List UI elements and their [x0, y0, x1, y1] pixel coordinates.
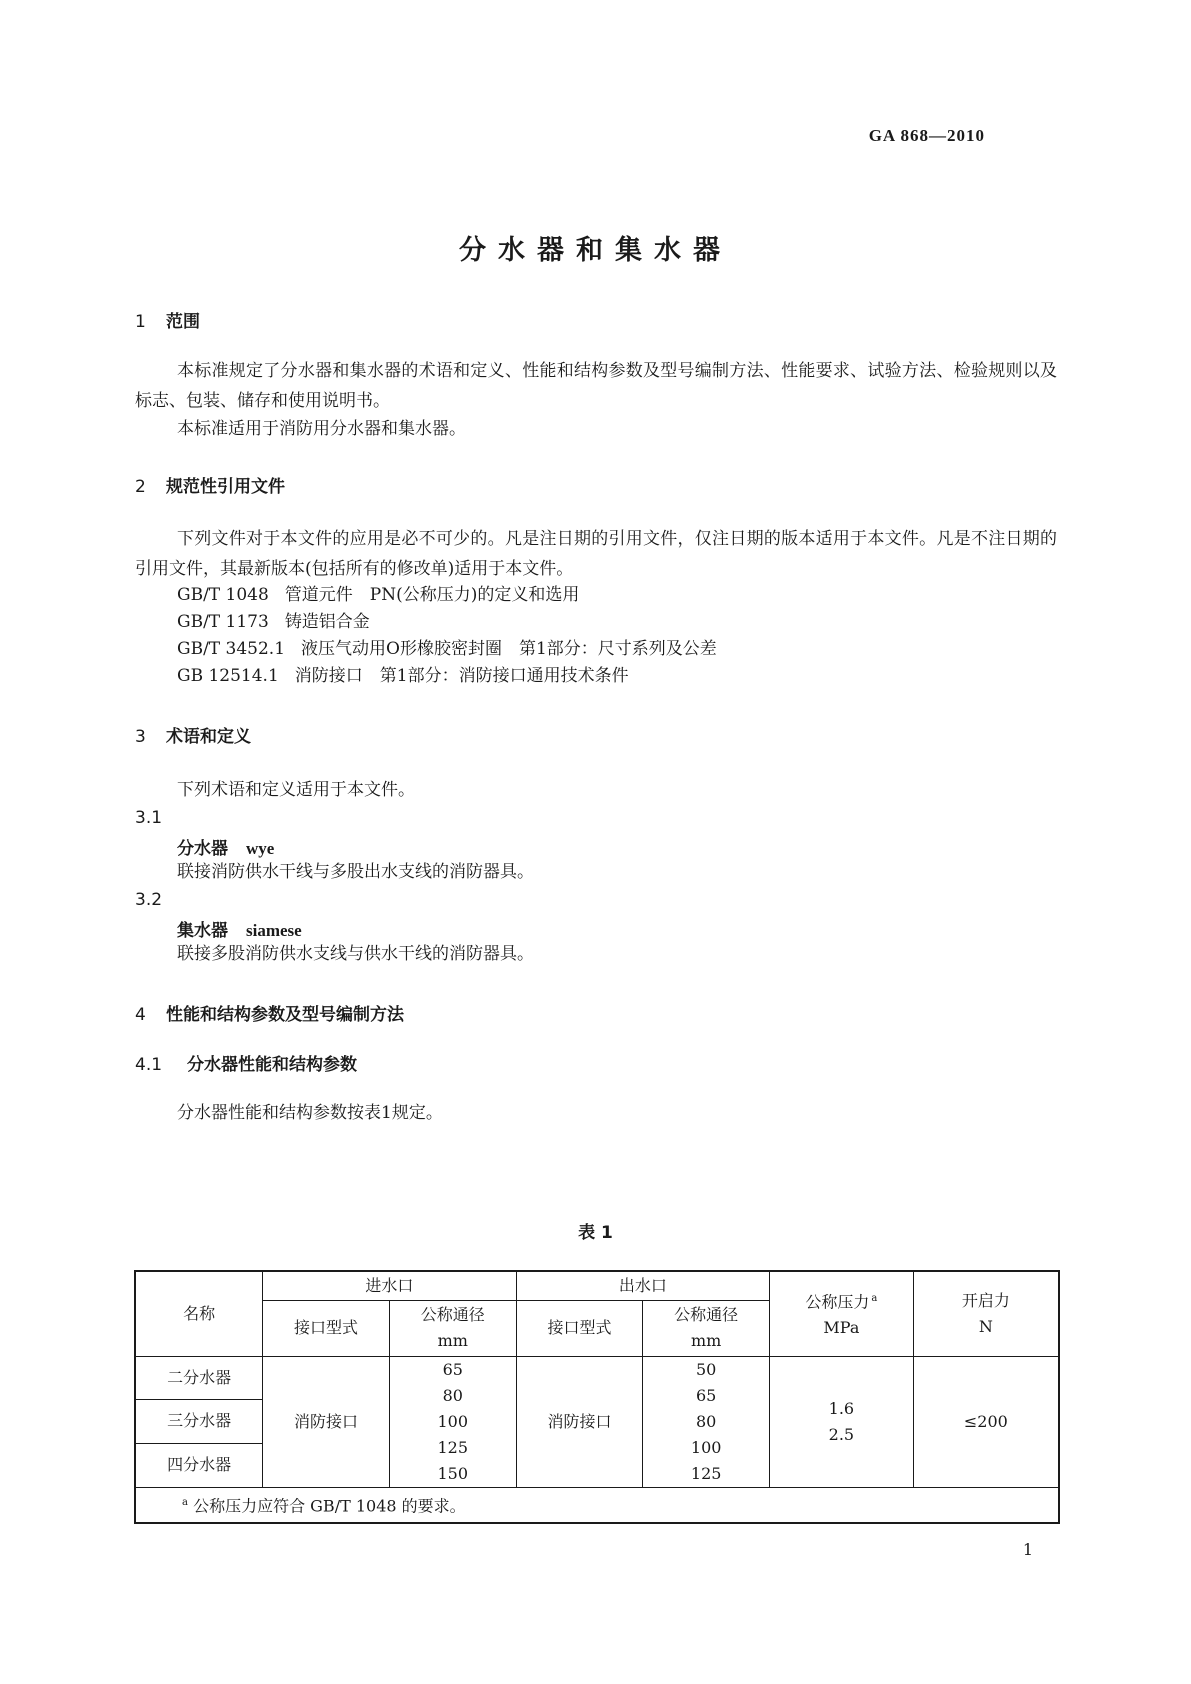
reference-item — [177, 634, 717, 664]
parameters-table — [134, 1270, 1060, 1524]
section-1-paragraph-1: 本标准规定了分水器和集水器的术语和定义、性能和结构参数及型号编制方法、性能要求、试验方法、检验规则以及标志、包装、储存和使用说明书。 — [135, 361, 1057, 411]
section-4-1-paragraph: 分水器性能和结构参数按表1规定。 — [177, 1103, 443, 1123]
reference-item — [177, 580, 579, 610]
outlet-type-cell: 消防接口 — [516, 1356, 643, 1487]
pressure-unit: MPa — [823, 1318, 860, 1338]
inlet-type-cell: 消防接口 — [263, 1356, 390, 1487]
diameter-value: 125 — [437, 1437, 469, 1457]
diameter-value: 80 — [442, 1385, 463, 1405]
header-outlet-type: 接口型式 — [516, 1300, 643, 1356]
section-number: 3 — [135, 727, 146, 747]
subsection-number: 4.1 — [135, 1055, 163, 1075]
force-unit: N — [978, 1316, 993, 1336]
reference-code: GB 12514.1 — [177, 666, 279, 686]
term-name: 集水器 — [177, 921, 228, 941]
section-3-heading — [135, 722, 251, 747]
diameter-unit: mm — [690, 1331, 722, 1350]
header-inlet-type: 接口型式 — [263, 1300, 390, 1356]
pressure-cell — [770, 1356, 914, 1487]
term-english: wye — [246, 839, 275, 858]
section-number: 2 — [135, 477, 146, 497]
name-cell: 三分水器 — [135, 1400, 263, 1444]
diameter-value: 50 — [695, 1359, 717, 1379]
subsection-4-1-heading — [135, 1050, 357, 1075]
footnote-text: 公称压力应符合 GB/T 1048 的要求。 — [193, 1496, 466, 1516]
header-name: 名称 — [135, 1271, 263, 1356]
header-inlet: 进水口 — [263, 1271, 516, 1300]
footnote-mark: a — [871, 1293, 878, 1305]
section-2-heading — [135, 472, 285, 497]
header-inlet-diameter — [389, 1300, 516, 1356]
section-title: 术语和定义 — [166, 727, 251, 747]
term-name: 分水器 — [177, 839, 228, 859]
section-title: 范围 — [166, 312, 200, 332]
force-cell: ≤200 — [913, 1356, 1059, 1487]
header-force — [913, 1271, 1059, 1356]
section-2-paragraph-1: 下列文件对于本文件的应用是必不可少的。凡是注日期的引用文件，仅注日期的版本适用于本文件。凡是不注日期的引用文件，其最新版本(包括所有的修改单)适用于本文件。 — [135, 529, 1057, 579]
term-definition: 联接多股消防供水支线与供水干线的消防器具。 — [177, 944, 534, 964]
section-number: 4 — [135, 1005, 146, 1025]
diameter-label: 公称通径 — [420, 1305, 485, 1324]
reference-code: GB/T 1173 — [177, 612, 269, 632]
subsection-title: 分水器性能和结构参数 — [187, 1055, 357, 1075]
term-number: 3.2 — [135, 890, 163, 910]
reference-item — [177, 607, 370, 637]
pressure-value: 2.5 — [828, 1424, 855, 1444]
standard-number: GA 868—2010 — [868, 126, 985, 145]
term-entry — [177, 834, 274, 859]
section-title: 规范性引用文件 — [166, 477, 285, 497]
diameter-unit: mm — [437, 1331, 468, 1350]
diameter-value: 65 — [442, 1359, 463, 1379]
header-outlet: 出水口 — [516, 1271, 769, 1300]
inlet-diameter-cell — [389, 1356, 516, 1487]
diameter-value: 125 — [690, 1463, 722, 1483]
diameter-value: 80 — [695, 1411, 717, 1431]
diameter-label: 公称通径 — [674, 1305, 739, 1324]
term-definition: 联接消防供水干线与多股出水支线的消防器具。 — [177, 862, 534, 882]
header-outlet-diameter — [643, 1300, 770, 1356]
reference-title: 铸造铝合金 — [284, 612, 370, 632]
name-cell: 四分水器 — [135, 1443, 263, 1487]
pressure-value: 1.6 — [828, 1398, 855, 1418]
section-4-heading — [135, 1000, 404, 1025]
section-3-intro: 下列术语和定义适用于本文件。 — [177, 780, 415, 800]
diameter-value: 65 — [695, 1385, 717, 1405]
term-entry — [177, 916, 302, 941]
footnote-mark: a — [182, 1496, 188, 1508]
diameter-value: 150 — [437, 1463, 469, 1483]
term-number: 3.1 — [135, 808, 163, 828]
document-title: 分水器和集水器 — [459, 235, 732, 266]
name-cell: 二分水器 — [135, 1356, 263, 1400]
diameter-value: 100 — [690, 1437, 722, 1457]
reference-title: 消防接口 第1部分：消防接口通用技术条件 — [294, 666, 629, 686]
reference-title: 液压气动用O形橡胶密封圈 第1部分：尺寸系列及公差 — [301, 639, 717, 659]
section-1-paragraph-2: 本标准适用于消防用分水器和集水器。 — [177, 419, 466, 439]
page-number: 1 — [1022, 1540, 1033, 1559]
table-footnote — [135, 1487, 1059, 1523]
table-caption: 表 1 — [578, 1223, 613, 1243]
reference-item — [177, 661, 629, 691]
term-english: siamese — [246, 921, 302, 940]
reference-code: GB/T 1048 — [177, 585, 269, 605]
header-pressure — [770, 1271, 914, 1356]
reference-title: 管道元件 PN(公称压力)的定义和选用 — [284, 585, 580, 605]
force-label: 开启力 — [961, 1290, 1010, 1310]
section-number: 1 — [135, 312, 146, 332]
section-1-heading — [135, 307, 200, 332]
diameter-value: 100 — [437, 1411, 469, 1431]
section-title: 性能和结构参数及型号编制方法 — [166, 1005, 404, 1025]
pressure-label: 公称压力 — [805, 1292, 870, 1312]
outlet-diameter-cell — [643, 1356, 770, 1487]
reference-code: GB/T 3452.1 — [177, 639, 286, 659]
